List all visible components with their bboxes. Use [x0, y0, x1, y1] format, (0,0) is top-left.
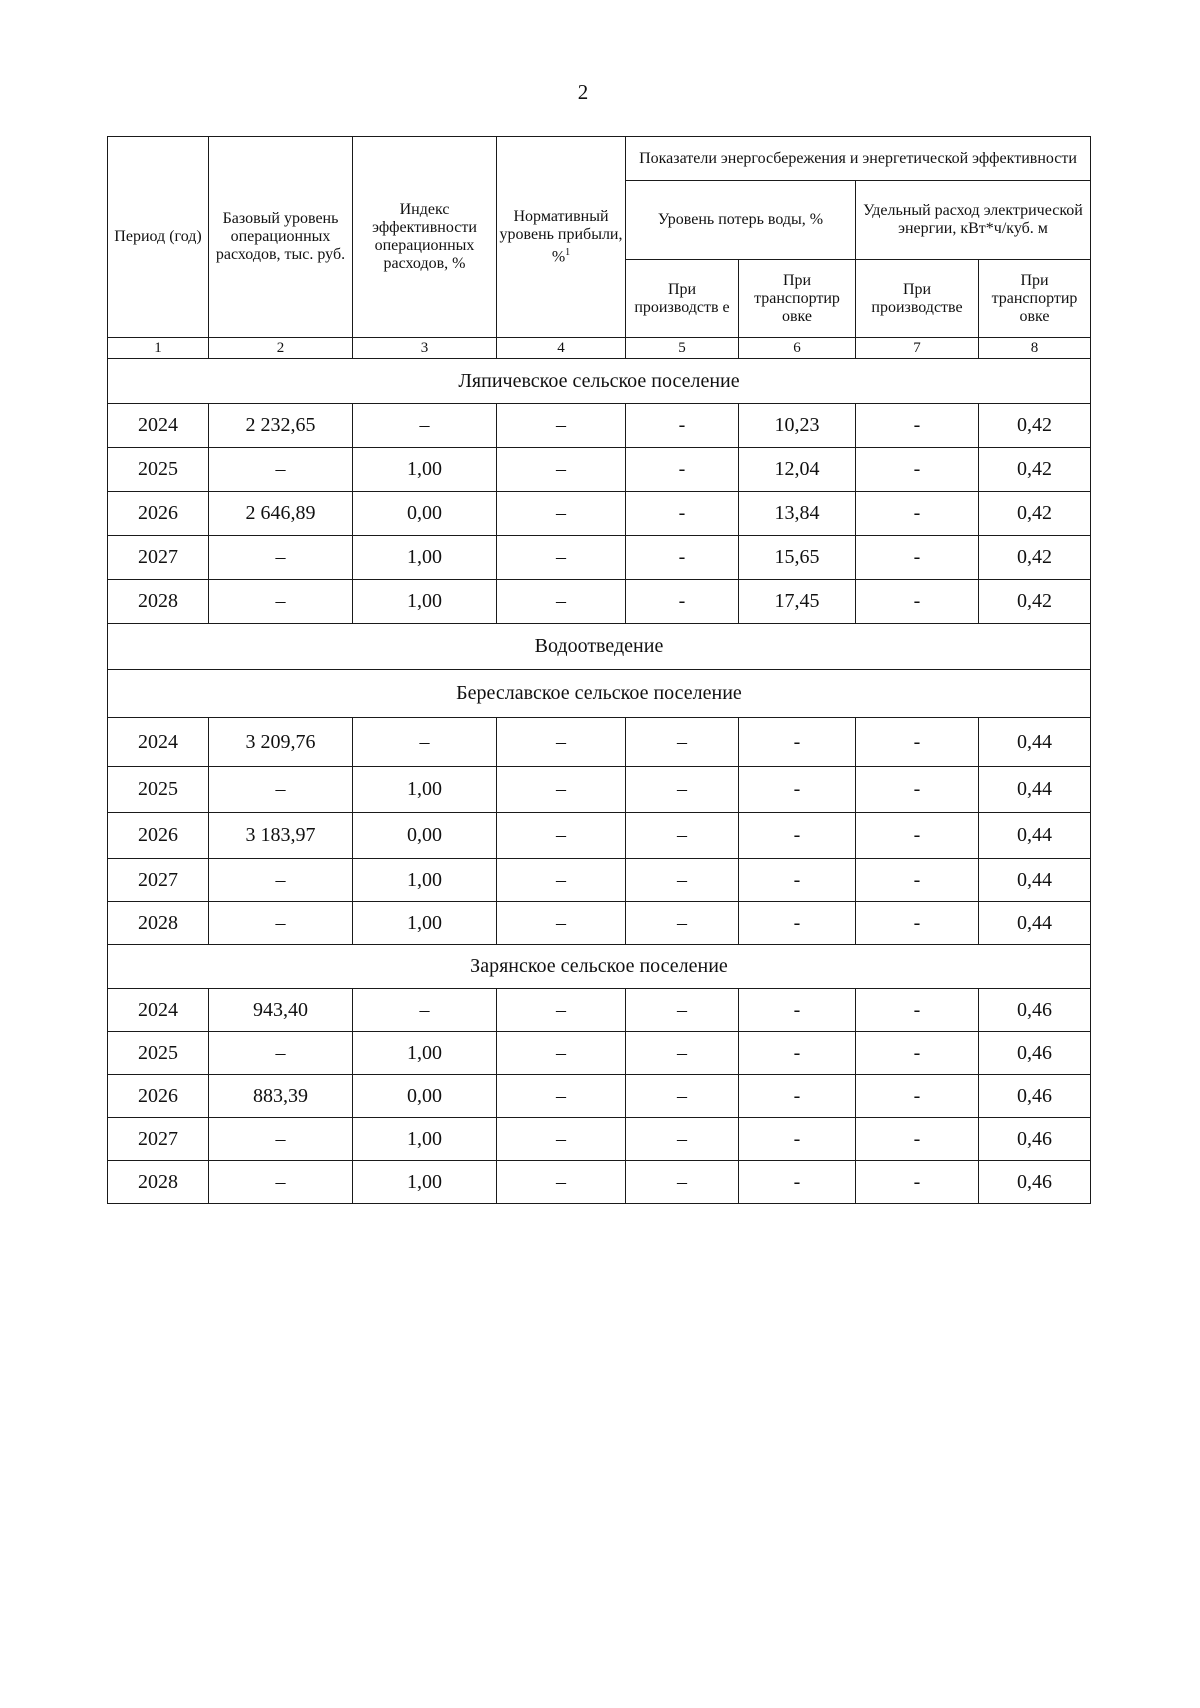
column-number: 8: [979, 338, 1091, 359]
loss-transport-cell: -: [739, 989, 856, 1032]
energy-transport-cell: 0,46: [979, 1075, 1091, 1118]
column-number: 2: [209, 338, 353, 359]
header-transport-b: При транспортир овке: [979, 260, 1091, 338]
profit-cell: –: [497, 767, 626, 813]
loss-production-cell: –: [626, 1032, 739, 1075]
index-cell: 0,00: [353, 1075, 497, 1118]
energy-transport-cell: 0,44: [979, 767, 1091, 813]
index-cell: 1,00: [353, 859, 497, 902]
profit-cell: –: [497, 580, 626, 624]
energy-production-cell: -: [856, 536, 979, 580]
base-level-cell: 943,40: [209, 989, 353, 1032]
column-number: 1: [108, 338, 209, 359]
loss-transport-cell: -: [739, 1161, 856, 1204]
base-level-cell: –: [209, 580, 353, 624]
index-cell: 1,00: [353, 536, 497, 580]
header-period: Период (год): [108, 137, 209, 338]
energy-production-cell: -: [856, 767, 979, 813]
base-level-cell: 2 646,89: [209, 492, 353, 536]
header-normative-profit: Нормативный уровень прибыли, %$^1$: [497, 137, 626, 338]
base-level-cell: –: [209, 902, 353, 945]
base-level-cell: 883,39: [209, 1075, 353, 1118]
energy-production-cell: -: [856, 902, 979, 945]
section-title-zaryanskoe: Зарянское сельское поселение: [108, 945, 1091, 989]
period-cell: 2028: [108, 1161, 209, 1204]
profit-cell: –: [497, 1161, 626, 1204]
index-cell: 1,00: [353, 1032, 497, 1075]
table-row: [108, 767, 1091, 813]
table-row: [108, 580, 1091, 624]
tariff-table: [107, 136, 1091, 1204]
profit-cell: –: [497, 718, 626, 767]
base-level-cell: 3 183,97: [209, 813, 353, 859]
period-cell: 2025: [108, 448, 209, 492]
loss-transport-cell: -: [739, 1032, 856, 1075]
base-level-cell: –: [209, 1161, 353, 1204]
index-cell: –: [353, 718, 497, 767]
profit-cell: –: [497, 1032, 626, 1075]
table-row: [108, 1118, 1091, 1161]
period-cell: 2024: [108, 404, 209, 448]
loss-transport-cell: -: [739, 859, 856, 902]
column-number: 3: [353, 338, 497, 359]
header-energy-indicators: Показатели энергосбережения и энергетической эффективности: [626, 137, 1091, 181]
section-title-vodootvedenie: Водоотведение: [108, 624, 1091, 670]
header-base-level: Базовый уровень операционных расходов, тыс. руб.: [209, 137, 353, 338]
profit-cell: –: [497, 448, 626, 492]
index-cell: 1,00: [353, 580, 497, 624]
loss-production-cell: –: [626, 1075, 739, 1118]
column-number: 6: [739, 338, 856, 359]
profit-cell: –: [497, 1118, 626, 1161]
profit-cell: –: [497, 536, 626, 580]
period-cell: 2024: [108, 718, 209, 767]
period-cell: 2027: [108, 1118, 209, 1161]
table-row: [108, 718, 1091, 767]
period-cell: 2026: [108, 1075, 209, 1118]
profit-cell: –: [497, 404, 626, 448]
loss-production-cell: –: [626, 902, 739, 945]
base-level-cell: –: [209, 536, 353, 580]
base-level-cell: –: [209, 448, 353, 492]
header-efficiency-index: Индекс эффективности операционных расходов, %: [353, 137, 497, 338]
energy-transport-cell: 0,46: [979, 1161, 1091, 1204]
loss-production-cell: -: [626, 404, 739, 448]
energy-transport-cell: 0,42: [979, 536, 1091, 580]
page-number: 2: [577, 80, 589, 104]
energy-production-cell: -: [856, 492, 979, 536]
table-row: [108, 1075, 1091, 1118]
table-row: [108, 813, 1091, 859]
loss-transport-cell: 12,04: [739, 448, 856, 492]
loss-transport-cell: 17,45: [739, 580, 856, 624]
index-cell: 0,00: [353, 813, 497, 859]
profit-cell: –: [497, 813, 626, 859]
base-level-cell: –: [209, 1032, 353, 1075]
period-cell: 2025: [108, 1032, 209, 1075]
table-row: [108, 1161, 1091, 1204]
header-transport-a: При транспортир овке: [739, 260, 856, 338]
period-cell: 2025: [108, 767, 209, 813]
loss-production-cell: -: [626, 536, 739, 580]
index-cell: 1,00: [353, 1118, 497, 1161]
energy-production-cell: -: [856, 1032, 979, 1075]
header-production-a: При производств е: [626, 260, 739, 338]
loss-production-cell: -: [626, 448, 739, 492]
loss-transport-cell: -: [739, 813, 856, 859]
energy-transport-cell: 0,46: [979, 989, 1091, 1032]
section-title-lyapichevskoe: Ляпичевское сельское поселение: [108, 359, 1091, 404]
loss-transport-cell: -: [739, 718, 856, 767]
energy-transport-cell: 0,46: [979, 1118, 1091, 1161]
table-row: [108, 492, 1091, 536]
index-cell: 1,00: [353, 448, 497, 492]
loss-transport-cell: 13,84: [739, 492, 856, 536]
profit-cell: –: [497, 902, 626, 945]
loss-production-cell: –: [626, 767, 739, 813]
loss-production-cell: -: [626, 492, 739, 536]
header-specific-consumption: Удельный расход электрической энергии, кВт*ч/куб. м: [856, 181, 1091, 260]
table-row: [108, 989, 1091, 1032]
table-row: [108, 448, 1091, 492]
index-cell: 1,00: [353, 1161, 497, 1204]
period-cell: 2026: [108, 492, 209, 536]
column-numbers-row: [108, 338, 1091, 359]
table-row: [108, 902, 1091, 945]
table-row: [108, 536, 1091, 580]
table-row: [108, 859, 1091, 902]
energy-production-cell: -: [856, 448, 979, 492]
energy-production-cell: -: [856, 1075, 979, 1118]
energy-production-cell: -: [856, 1118, 979, 1161]
index-cell: 0,00: [353, 492, 497, 536]
energy-production-cell: -: [856, 580, 979, 624]
energy-transport-cell: 0,44: [979, 718, 1091, 767]
period-cell: 2028: [108, 902, 209, 945]
loss-transport-cell: -: [739, 1118, 856, 1161]
energy-transport-cell: 0,42: [979, 580, 1091, 624]
loss-transport-cell: -: [739, 1075, 856, 1118]
index-cell: –: [353, 404, 497, 448]
period-cell: 2028: [108, 580, 209, 624]
loss-transport-cell: -: [739, 902, 856, 945]
base-level-cell: –: [209, 859, 353, 902]
column-number: 4: [497, 338, 626, 359]
energy-transport-cell: 0,44: [979, 813, 1091, 859]
profit-cell: –: [497, 492, 626, 536]
table-row: [108, 404, 1091, 448]
profit-cell: –: [497, 859, 626, 902]
loss-transport-cell: 10,23: [739, 404, 856, 448]
column-number: 7: [856, 338, 979, 359]
energy-transport-cell: 0,44: [979, 902, 1091, 945]
energy-production-cell: -: [856, 859, 979, 902]
loss-transport-cell: 15,65: [739, 536, 856, 580]
header-water-loss: Уровень потерь воды, %: [626, 181, 856, 260]
base-level-cell: 2 232,65: [209, 404, 353, 448]
energy-production-cell: -: [856, 813, 979, 859]
energy-production-cell: -: [856, 404, 979, 448]
index-cell: 1,00: [353, 902, 497, 945]
period-cell: 2026: [108, 813, 209, 859]
period-cell: 2027: [108, 536, 209, 580]
loss-production-cell: –: [626, 718, 739, 767]
energy-production-cell: -: [856, 989, 979, 1032]
column-number: 5: [626, 338, 739, 359]
section-title-bereslavskoe: Береславское сельское поселение: [108, 670, 1091, 718]
index-cell: –: [353, 989, 497, 1032]
base-level-cell: –: [209, 1118, 353, 1161]
loss-production-cell: –: [626, 813, 739, 859]
energy-transport-cell: 0,42: [979, 448, 1091, 492]
profit-cell: –: [497, 989, 626, 1032]
energy-production-cell: -: [856, 718, 979, 767]
base-level-cell: 3 209,76: [209, 718, 353, 767]
loss-production-cell: –: [626, 859, 739, 902]
loss-production-cell: -: [626, 580, 739, 624]
energy-transport-cell: 0,44: [979, 859, 1091, 902]
energy-transport-cell: 0,46: [979, 1032, 1091, 1075]
period-cell: 2027: [108, 859, 209, 902]
loss-transport-cell: -: [739, 767, 856, 813]
profit-cell: –: [497, 1075, 626, 1118]
period-cell: 2024: [108, 989, 209, 1032]
energy-production-cell: -: [856, 1161, 979, 1204]
loss-production-cell: –: [626, 989, 739, 1032]
base-level-cell: –: [209, 767, 353, 813]
energy-transport-cell: 0,42: [979, 492, 1091, 536]
loss-production-cell: –: [626, 1118, 739, 1161]
energy-transport-cell: 0,42: [979, 404, 1091, 448]
table-row: [108, 1032, 1091, 1075]
index-cell: 1,00: [353, 767, 497, 813]
loss-production-cell: –: [626, 1161, 739, 1204]
header-production-b: При производстве: [856, 260, 979, 338]
